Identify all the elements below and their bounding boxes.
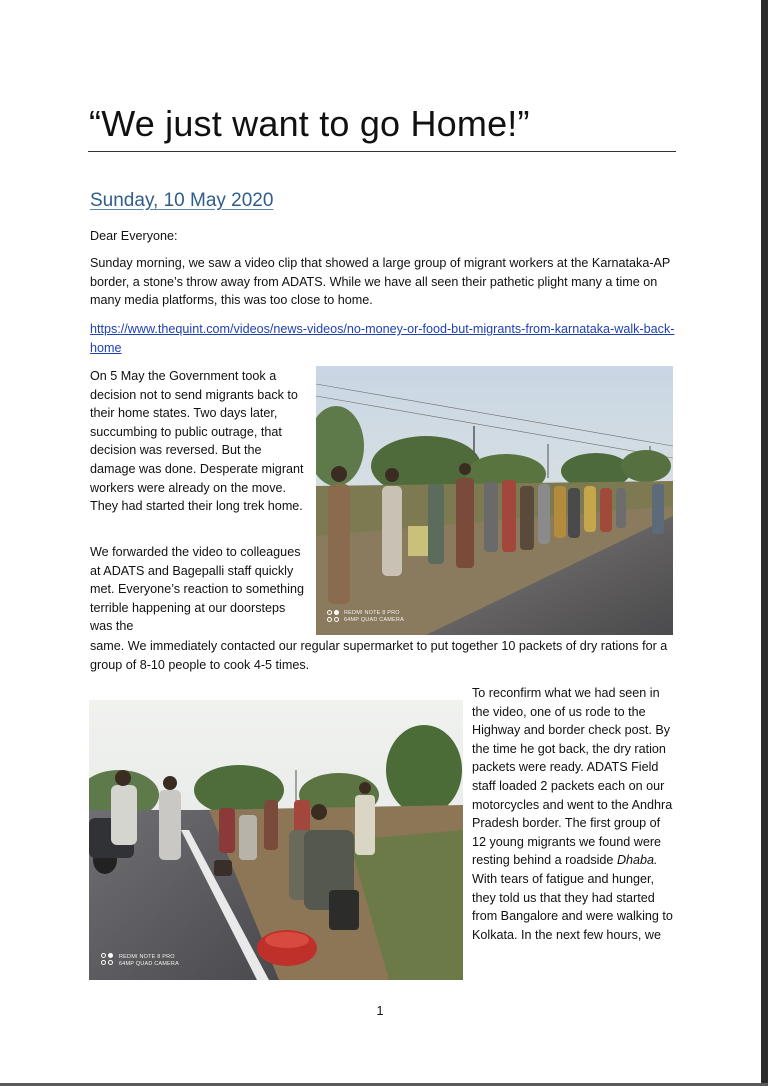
reconfirm-paragraph xyxy=(472,684,677,944)
intro-paragraph: Sunday morning, we saw a video clip that showed a large group of migrant workers at the Karnataka-AP border, a stone’s throw away from ADATS. While we have all seen their pathetic plight many a time on many media platforms, this was too close to home. xyxy=(90,256,671,308)
video-link[interactable]: https://www.thequint.com/videos/news-videos/no-money-or-food-but-migrants-from-karnataka-walk-back-home xyxy=(90,322,675,355)
page-edge xyxy=(761,0,768,1086)
camera-watermark-text: REDMI NOTE 8 PRO 64MP QUAD CAMERA xyxy=(119,954,179,967)
dhaba-emphasis: Dhaba. xyxy=(616,853,658,868)
forward-paragraph-end: same. We immediately contacted our regular supermarket to put together 10 packets of dry rations for a group of 8-10 people to cook 4-5 times. xyxy=(90,639,668,672)
ration-distribution-image xyxy=(89,700,463,980)
government-paragraph: On 5 May the Government took a decision not to send migrants back to their home states. Two days later, succumbing to public outrage, that decision was reversed. But the damage was done. Desperate migrant workers were already on the move. They had started their long trek home. xyxy=(90,369,304,514)
ration-distribution-photo xyxy=(89,700,463,980)
salutation: Dear Everyone: xyxy=(90,229,178,243)
reconfirm-text-start: To reconfirm what we had seen in the video, one of us rode to the Highway and border check post. By the time he got back, the dry ration packets were ready. ADATS Field staff loaded 2 packets each on our motorcycles and went to the Andhra Pradesh border. The first group of 12 young migrants we found were resting behind a roadside xyxy=(472,686,673,868)
forward-paragraph-start: We forwarded the video to colleagues at ADATS and Bagepalli staff quickly met. Everyone’s reaction to something terrible happening at our doorsteps was the xyxy=(90,545,304,634)
page-number: 1 xyxy=(376,1004,384,1018)
camera-watermark-icon xyxy=(101,953,115,966)
camera-watermark-icon xyxy=(327,610,341,623)
title-underline-rule xyxy=(88,151,676,152)
document-title: “We just want to go Home!” xyxy=(89,103,530,144)
date-heading: Sunday, 10 May 2020 xyxy=(90,190,274,211)
migrants-roadside-image xyxy=(316,366,673,635)
camera-watermark-text: REDMI NOTE 8 PRO 64MP QUAD CAMERA xyxy=(344,610,404,623)
reconfirm-text-end: With tears of fatigue and hunger, they told us that they had started from Bangalore and were walking to Kolkata. In the next few hours, we xyxy=(472,871,673,942)
migrants-roadside-photo xyxy=(316,366,673,635)
